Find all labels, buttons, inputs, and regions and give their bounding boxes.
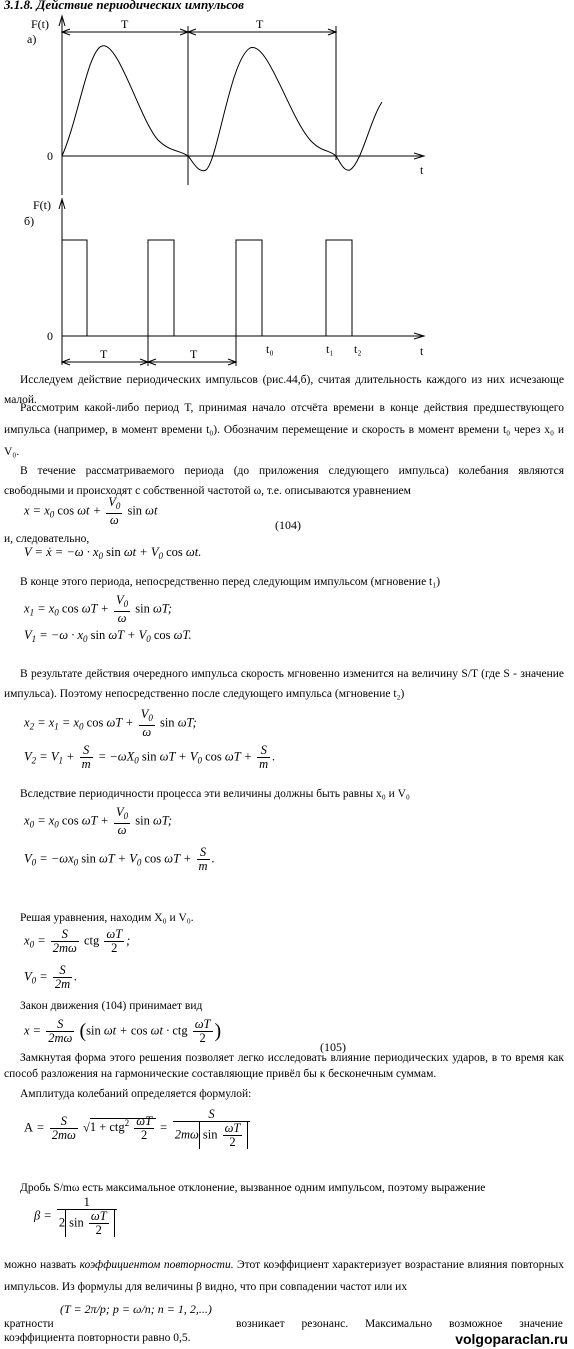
equation-x0-solution: $x_0$ = $\frac{S}{2m\omega}$ ctg $\frac{\omega T}{2}$ ; [24,927,131,955]
equation-v0: $V_0 = -\omega x_0$ $\sin \omega T + V_0$ cos ωT + $\frac{S}{m}$ . [24,845,215,873]
equation-velocity: V = ẋ = $-\omega \cdot x_0$ $\sin \omega t + V_0$ cos ωt. [24,545,202,561]
figure-b [0,195,574,370]
equation-104-x: $x = x_0$ cos ωt + $\frac{V_0}{\omega}$ sin ωt [24,495,158,527]
equation-104-label: (104) [275,518,301,532]
paragraph-motion-law: Закон движения (104) принимает вид [20,1000,203,1012]
fig-a-panel-label: а) [27,32,37,46]
paragraph-hence: и, следовательно, [4,533,90,545]
resonance-condition: (T = 2π/p; p = ω/n; n = 1, 2,...) [60,1302,212,1316]
paragraph-fraction: Дробь S/mω есть максимальное отклонение, вызванное одним импульсом, поэтому выражение [20,1182,486,1194]
fig-a-ylabel: F(t) [31,17,49,31]
paragraph-period: Рассмотрим какой-либо период T, принимая начало отсчёта времени в конце действия предшествующего импульса (например, в момент времени t₀). Обозначим перемещение и скорость в момент времени t₀ через x₀ и V₀. [4,402,564,458]
paragraph-solving: Решая уравнения, находим X₀ и V₀. [20,912,194,924]
paragraph-multiplicity-end: возникает резонанс. Максимально возможное значение [236,1318,563,1330]
paragraph-amplitude: Амплитуда колебаний определяется формулой: [20,1088,252,1100]
section-title: 3.1.8. Действие периодических импульсов [4,0,244,12]
fig-b-period-1: T [100,347,108,361]
equation-x2: $x_2 = x_1 = x_0$ cos ωT + $\frac{V_0}{\omega}$ sin ωT; [24,707,197,739]
fig-a-period-2: T [256,17,264,31]
fig-b-xlabel: t [420,344,424,358]
fig-b-t1: t₁ [326,342,334,356]
paragraph-repeat-coefficient: можно назвать коэффициентом повторности. Этот коэффициент характеризует возрастание влияния повторных импульсов. Из формулы для величины β видно, что при совпадении частот или их [4,1259,565,1293]
fig-b-pulse-train [62,240,352,336]
equation-105: x = $\frac{S}{2m\omega}$ (sin ωt + cos ωt · ctg $\frac{\omega T}{2}$ ) [24,1017,222,1045]
paragraph-intro: Исследуем действие периодических импульсов (рис.44,б), считая длительность каждого из них исчезающе малой. [4,374,564,406]
equation-v1: $V_1 = -\omega \cdot x_0$ $\sin \omega T + V_0$ cos ωT. [24,628,192,644]
paragraph-max-coefficient: коэффициента повторности равно 0,5. [4,1332,191,1344]
paragraph-closed-form: Замкнутая форма этого решения позволяет легко исследовать влияние периодических ударов, в то время как способ разложения на гармонические составляющие привёл бы к бесконечным суммам. [4,1052,564,1080]
equation-v0-solution: $V_0$ = $\frac{S}{2m}$ . [24,963,78,991]
equation-x1: $x_1 = x_0$ cos ωT + $\frac{V_0}{\omega}$ sin ωT; [24,593,173,625]
fig-a-xlabel: t [420,163,424,177]
equation-v2: $V_2 = V_1$ + $\frac{S}{m}$ = $-\omega X_0$ $\sin \omega T + V_0$ cos ωT + $\frac{S}{m}$ . [24,743,276,771]
figure-a [0,10,574,200]
fig-a-period-1: T [121,17,129,31]
equation-x0: $x_0 = x_0$ cos ωT + $\frac{V_0}{\omega}$ sin ωT; [24,805,173,837]
fig-b-ylabel: F(t) [33,198,51,212]
paragraph-end-period: В конце этого периода, непосредственно перед следующим импульсом (мгновение t₁) [20,576,441,588]
fig-a-curve [62,46,382,171]
fig-b-period-2: T [190,347,198,361]
equation-amplitude: A = $\frac{S}{2m\omega}$ √1 + ctg$^2$ $\frac{\omega T}{2}$ = S 2mω sin $\frac{\omega T}{2}$ [24,1108,252,1149]
fig-b-panel-label: б) [24,214,35,228]
fig-b-t0: t₀ [266,342,274,356]
equation-beta: β = 1 2 sin $\frac{\omega T}{2}$ [34,1196,119,1237]
watermark: volgoparaclan.ru [455,1331,568,1347]
fig-a-zero: 0 [47,149,53,163]
fig-b-zero: 0 [47,329,53,343]
paragraph-multiplicity-start: кратности [4,1318,54,1330]
equation-105-label: (105) [320,1040,346,1054]
paragraph-periodicity: Вследствие периодичности процесса эти величины должны быть равны x₀ и V₀ [20,788,410,800]
paragraph-impulse-effect: В результате действия очередного импульса скорость мгновенно изменится на величину S/T (где S - значение импульса). Поэтому непосредственно после следующего импульса (мгновение t₂) [4,668,564,700]
fig-b-t2: t₂ [354,342,362,356]
paragraph-free-oscillation: В течение рассматриваемого периода (до приложения следующего импульса) колебания являются свободными и происходят с собственной частотой ω, т.е. описываются уравнением [4,465,564,497]
